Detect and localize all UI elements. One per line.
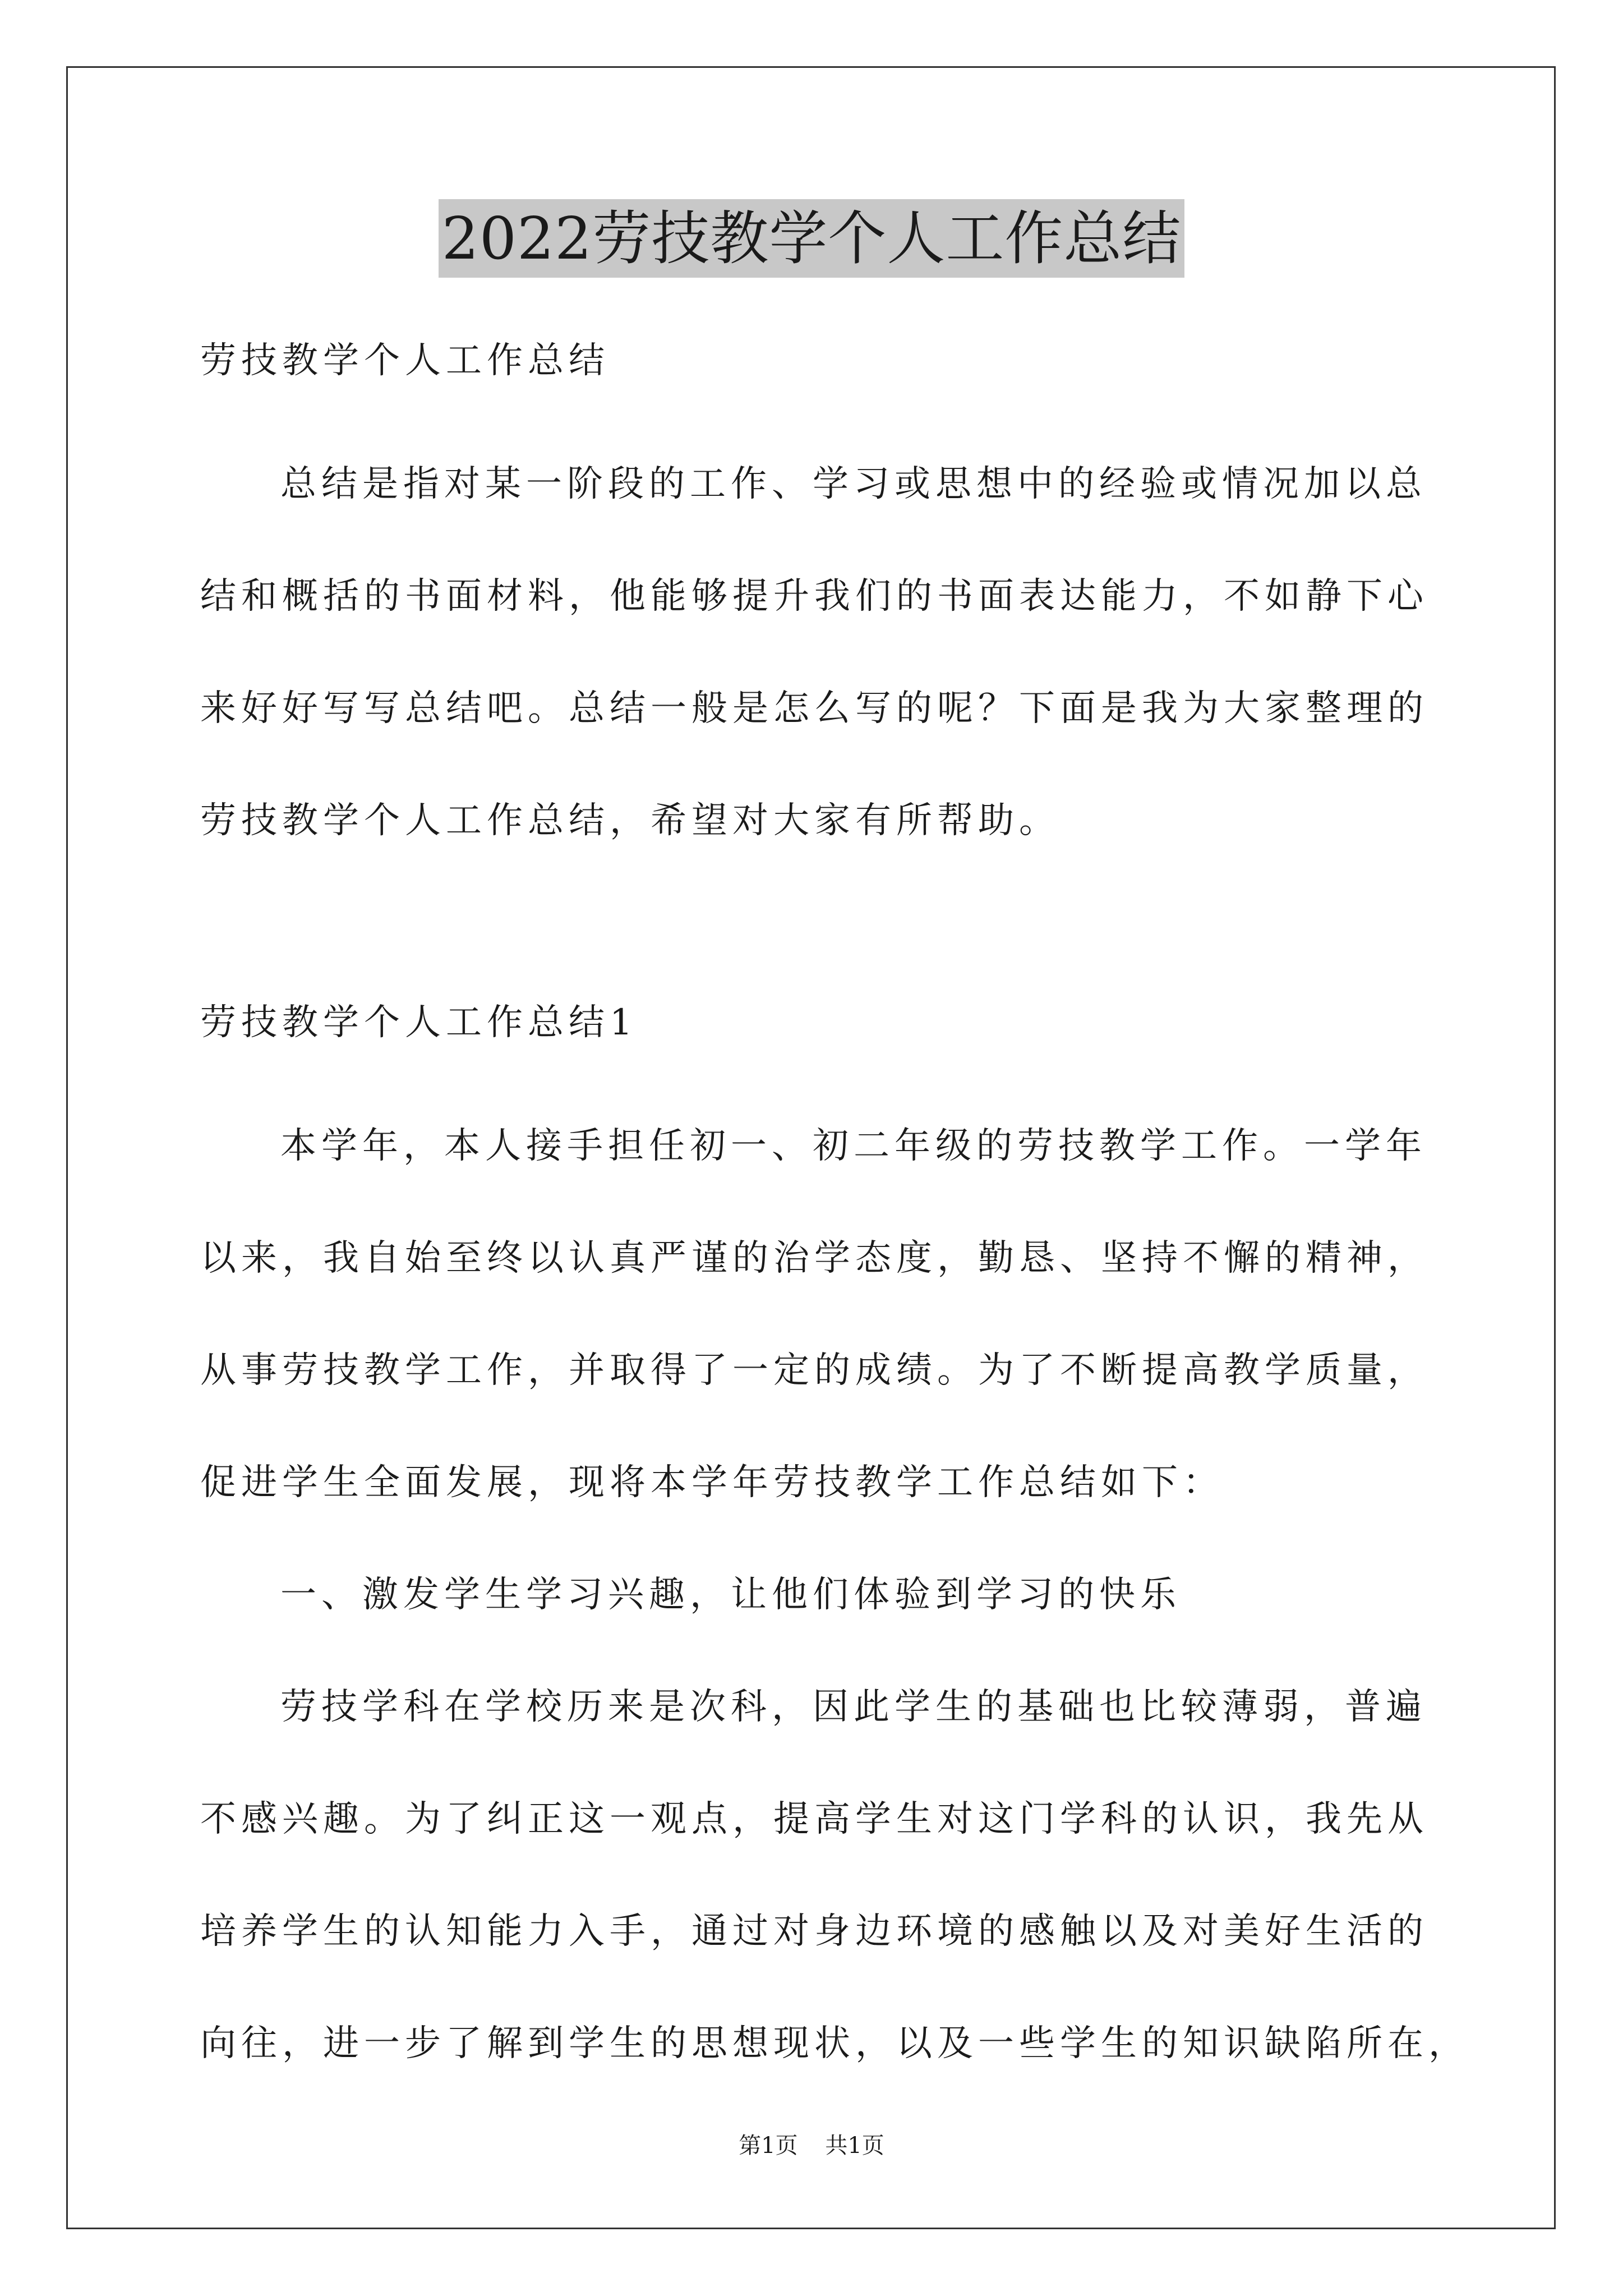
paragraph-line: 劳技学科在学校历来是次科，因此学生的基础也比较薄弱，普遍 [280, 1686, 1427, 1728]
paragraph-line: 劳技教学个人工作总结，希望对大家有所帮助。 [200, 800, 1060, 841]
paragraph-line: 结和概括的书面材料，他能够提升我们的书面表达能力，不如静下心 [200, 576, 1428, 617]
document-title: 2022劳技教学个人工作总结 [439, 199, 1185, 278]
paragraph-line: 以来，我自始至终以认真严谨的治学态度，勤恳、坚持不懈的精神， [200, 1237, 1428, 1279]
page-footer [0, 2129, 1623, 2162]
paragraph-line: 本学年，本人接手担任初一、初二年级的劳技教学工作。一学年 [280, 1125, 1427, 1167]
subtitle: 劳技教学个人工作总结 [200, 340, 610, 381]
paragraph-line: 促进学生全面发展，现将本学年劳技教学工作总结如下： [200, 1462, 1224, 1503]
title-container [0, 199, 1623, 278]
paragraph-line: 不感兴趣。为了纠正这一观点，提高学生对这门学科的认识，我先从 [200, 1798, 1428, 1840]
subheading-line: 一、激发学生学习兴趣，让他们体验到学习的快乐 [280, 1574, 1181, 1616]
page-total: 共1页 [825, 2133, 884, 2159]
paragraph-line: 从事劳技教学工作，并取得了一定的成绩。为了不断提高教学质量， [200, 1350, 1428, 1391]
paragraph-line: 培养学生的认知能力入手，通过对身边环境的感触以及对美好生活的 [200, 1911, 1428, 1952]
page-number: 第1页 [739, 2133, 798, 2159]
paragraph-line: 总结是指对某一阶段的工作、学习或思想中的经验或情况加以总 [280, 463, 1427, 505]
paragraph-line: 来好好写写总结吧。总结一般是怎么写的呢？下面是我为大家整理的 [200, 688, 1428, 729]
section-heading: 劳技教学个人工作总结1 [200, 1002, 638, 1043]
paragraph-line: 向往，进一步了解到学生的思想现状，以及一些学生的知识缺陷所在， [200, 2023, 1469, 2064]
